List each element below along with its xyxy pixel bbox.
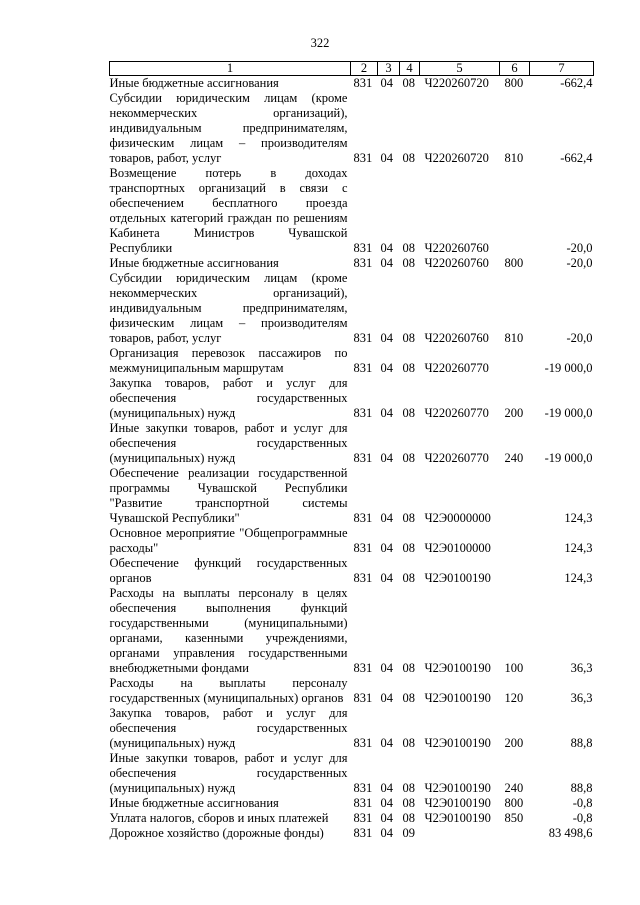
header-col-6: 6 (500, 62, 530, 76)
row-subsection-code: 08 (402, 781, 415, 795)
row-section-code: 04 (380, 406, 393, 420)
budget-table (109, 61, 594, 841)
row-section-code: 04 (380, 811, 393, 825)
row-ministry-code: 831 (353, 541, 373, 555)
row-amount: -20,0 (566, 256, 593, 270)
table-row (110, 421, 594, 466)
row-ministry-code: 831 (353, 256, 373, 270)
row-ministry-code: 831 (353, 661, 373, 675)
row-ministry-code: 831 (353, 406, 373, 420)
row-ministry-code: 831 (353, 241, 373, 255)
row-section-code: 04 (380, 241, 393, 255)
row-amount: 36,3 (570, 661, 593, 675)
row-subsection-code: 08 (402, 796, 415, 810)
table-row (110, 376, 594, 421)
row-amount: 83 498,6 (548, 826, 593, 840)
row-expense-type: 800 (504, 76, 524, 90)
row-subsection-code: 08 (402, 406, 415, 420)
row-subsection-code: 08 (402, 541, 415, 555)
row-ministry-code: 831 (353, 571, 373, 585)
header-col-2: 2 (351, 62, 378, 76)
row-section-code: 04 (380, 796, 393, 810)
row-subsection-code: 08 (402, 571, 415, 585)
row-ministry-code: 831 (353, 691, 373, 705)
row-amount: -19 000,0 (544, 406, 593, 420)
row-amount: 124,3 (564, 571, 593, 585)
row-expense-type (500, 556, 530, 586)
row-section-code: 04 (380, 826, 393, 840)
row-amount: -19 000,0 (544, 361, 593, 375)
row-target-article: Ч220260770 (424, 451, 489, 465)
row-name: Иные бюджетные ассигнования (109, 256, 279, 270)
row-expense-type (500, 166, 530, 256)
row-expense-type (500, 466, 530, 526)
row-subsection-code: 08 (402, 361, 415, 375)
table-row (110, 526, 594, 556)
header-col-1: 1 (110, 62, 351, 76)
row-expense-type: 240 (504, 781, 524, 795)
page-number: 322 (310, 36, 330, 50)
row-amount: -662,4 (560, 76, 593, 90)
header-col-3: 3 (378, 62, 400, 76)
row-name: Закупка товаров, работ и услуг для обеспечения государственных (муниципальных) нужд (109, 706, 348, 750)
row-name: Субсидии юридическим лицам (кроме некоммерческих организаций), индивидуальным предпринимателям, физическим лицам – производителям товаров, работ, услуг (109, 91, 348, 165)
table-row (110, 556, 594, 586)
row-name: Организация перевозок пассажиров по межмуниципальным маршрутам (109, 346, 348, 375)
table-row (110, 676, 594, 706)
row-target-article: Ч220260770 (424, 406, 489, 420)
row-section-code: 04 (380, 691, 393, 705)
row-target-article: Ч2Э0100190 (424, 571, 491, 585)
row-ministry-code: 831 (353, 796, 373, 810)
row-name: Иные закупки товаров, работ и услуг для обеспечения государственных (муниципальных) нужд (109, 751, 348, 795)
row-target-article: Ч2Э0100190 (424, 796, 491, 810)
row-amount: 124,3 (564, 511, 593, 525)
header-col-4: 4 (400, 62, 420, 76)
row-amount: -20,0 (566, 241, 593, 255)
row-name: Иные бюджетные ассигнования (109, 796, 279, 810)
row-subsection-code: 09 (402, 826, 415, 840)
table-row (110, 91, 594, 166)
table-row (110, 826, 594, 841)
row-amount: -0,8 (572, 811, 593, 825)
table-row (110, 166, 594, 256)
row-ministry-code: 831 (353, 76, 373, 90)
table-row (110, 751, 594, 796)
table-row (110, 271, 594, 346)
header-col-5: 5 (420, 62, 500, 76)
table-row (110, 586, 594, 676)
table-row (110, 256, 594, 271)
row-amount: 36,3 (570, 691, 593, 705)
row-amount: -0,8 (572, 796, 593, 810)
row-name: Дорожное хозяйство (дорожные фонды) (109, 826, 324, 840)
row-amount: -20,0 (566, 331, 593, 345)
row-section-code: 04 (380, 541, 393, 555)
row-section-code: 04 (380, 451, 393, 465)
row-subsection-code: 08 (402, 331, 415, 345)
row-section-code: 04 (380, 76, 393, 90)
table-row (110, 796, 594, 811)
row-ministry-code: 831 (353, 826, 373, 840)
row-ministry-code: 831 (353, 361, 373, 375)
row-section-code: 04 (380, 361, 393, 375)
row-target-article: Ч220260760 (424, 331, 489, 345)
row-target-article: Ч220260720 (424, 76, 489, 90)
row-subsection-code: 08 (402, 151, 415, 165)
row-expense-type: 800 (504, 256, 524, 270)
row-amount: 124,3 (564, 541, 593, 555)
table-row (110, 706, 594, 751)
row-expense-type: 100 (504, 661, 524, 675)
table-row (110, 811, 594, 826)
row-section-code: 04 (380, 781, 393, 795)
row-target-article (420, 826, 500, 841)
row-subsection-code: 08 (402, 241, 415, 255)
row-ministry-code: 831 (353, 151, 373, 165)
row-subsection-code: 08 (402, 451, 415, 465)
table-row (110, 346, 594, 376)
row-target-article: Ч220260770 (424, 361, 489, 375)
row-name: Расходы на выплаты персоналу государственных (муниципальных) органов (109, 676, 348, 705)
row-expense-type: 800 (504, 796, 524, 810)
row-name: Иные закупки товаров, работ и услуг для обеспечения государственных (муниципальных) нужд (109, 421, 348, 465)
row-target-article: Ч2Э0100190 (424, 661, 491, 675)
row-amount: 88,8 (570, 781, 593, 795)
row-ministry-code: 831 (353, 811, 373, 825)
row-expense-type: 810 (504, 331, 524, 345)
row-section-code: 04 (380, 511, 393, 525)
header-col-7: 7 (530, 62, 594, 76)
row-target-article: Ч2Э0100000 (424, 541, 491, 555)
row-subsection-code: 08 (402, 811, 415, 825)
row-target-article: Ч2Э0000000 (424, 511, 491, 525)
row-expense-type: 200 (504, 406, 524, 420)
row-ministry-code: 831 (353, 451, 373, 465)
row-section-code: 04 (380, 736, 393, 750)
row-subsection-code: 08 (402, 661, 415, 675)
row-name: Иные бюджетные ассигнования (109, 76, 279, 90)
row-subsection-code: 08 (402, 736, 415, 750)
row-subsection-code: 08 (402, 76, 415, 90)
row-name: Возмещение потерь в доходах транспортных организаций в связи с обеспечением бесплатного проезда отдельных категорий граждан по решениям Кабинета Министров Чувашской Республики (109, 166, 348, 255)
row-expense-type: 240 (504, 451, 524, 465)
row-ministry-code: 831 (353, 511, 373, 525)
row-expense-type: 850 (504, 811, 524, 825)
table-row (110, 76, 594, 92)
row-name: Расходы на выплаты персоналу в целях обеспечения выполнения функций государственными (муниципальными) органами, казенными учреждениями, органами управления государственными внебюджетными фондами (109, 586, 348, 675)
row-ministry-code: 831 (353, 331, 373, 345)
row-subsection-code: 08 (402, 511, 415, 525)
row-name: Основное мероприятие "Общепрограммные расходы" (109, 526, 348, 555)
row-section-code: 04 (380, 331, 393, 345)
row-target-article: Ч2Э0100190 (424, 781, 491, 795)
row-ministry-code: 831 (353, 781, 373, 795)
row-ministry-code: 831 (353, 736, 373, 750)
row-section-code: 04 (380, 151, 393, 165)
row-expense-type: 120 (504, 691, 524, 705)
row-target-article: Ч2Э0100190 (424, 691, 491, 705)
row-target-article: Ч2Э0100190 (424, 736, 491, 750)
row-name: Закупка товаров, работ и услуг для обеспечения государственных (муниципальных) нужд (109, 376, 348, 420)
row-target-article: Ч220260760 (424, 256, 489, 270)
row-section-code: 04 (380, 256, 393, 270)
row-amount: -19 000,0 (544, 451, 593, 465)
row-expense-type (500, 346, 530, 376)
row-expense-type: 810 (504, 151, 524, 165)
row-name: Обеспечение реализации государственной программы Чувашской Республики "Развитие транспортной системы Чувашской Республики" (109, 466, 348, 525)
row-section-code: 04 (380, 661, 393, 675)
row-subsection-code: 08 (402, 691, 415, 705)
row-target-article: Ч2Э0100190 (424, 811, 491, 825)
row-amount: -662,4 (560, 151, 593, 165)
row-name: Обеспечение функций государственных органов (109, 556, 348, 585)
row-expense-type: 200 (504, 736, 524, 750)
row-name: Уплата налогов, сборов и иных платежей (109, 811, 329, 825)
row-amount: 88,8 (570, 736, 593, 750)
row-section-code: 04 (380, 571, 393, 585)
row-subsection-code: 08 (402, 256, 415, 270)
row-expense-type (500, 526, 530, 556)
row-target-article: Ч220260720 (424, 151, 489, 165)
row-target-article: Ч220260760 (424, 241, 489, 255)
header-row (110, 62, 594, 76)
row-expense-type (500, 826, 530, 841)
row-name: Субсидии юридическим лицам (кроме некоммерческих организаций), индивидуальным предпринимателям, физическим лицам – производителям товаров, работ, услуг (109, 271, 348, 345)
table-row (110, 466, 594, 526)
